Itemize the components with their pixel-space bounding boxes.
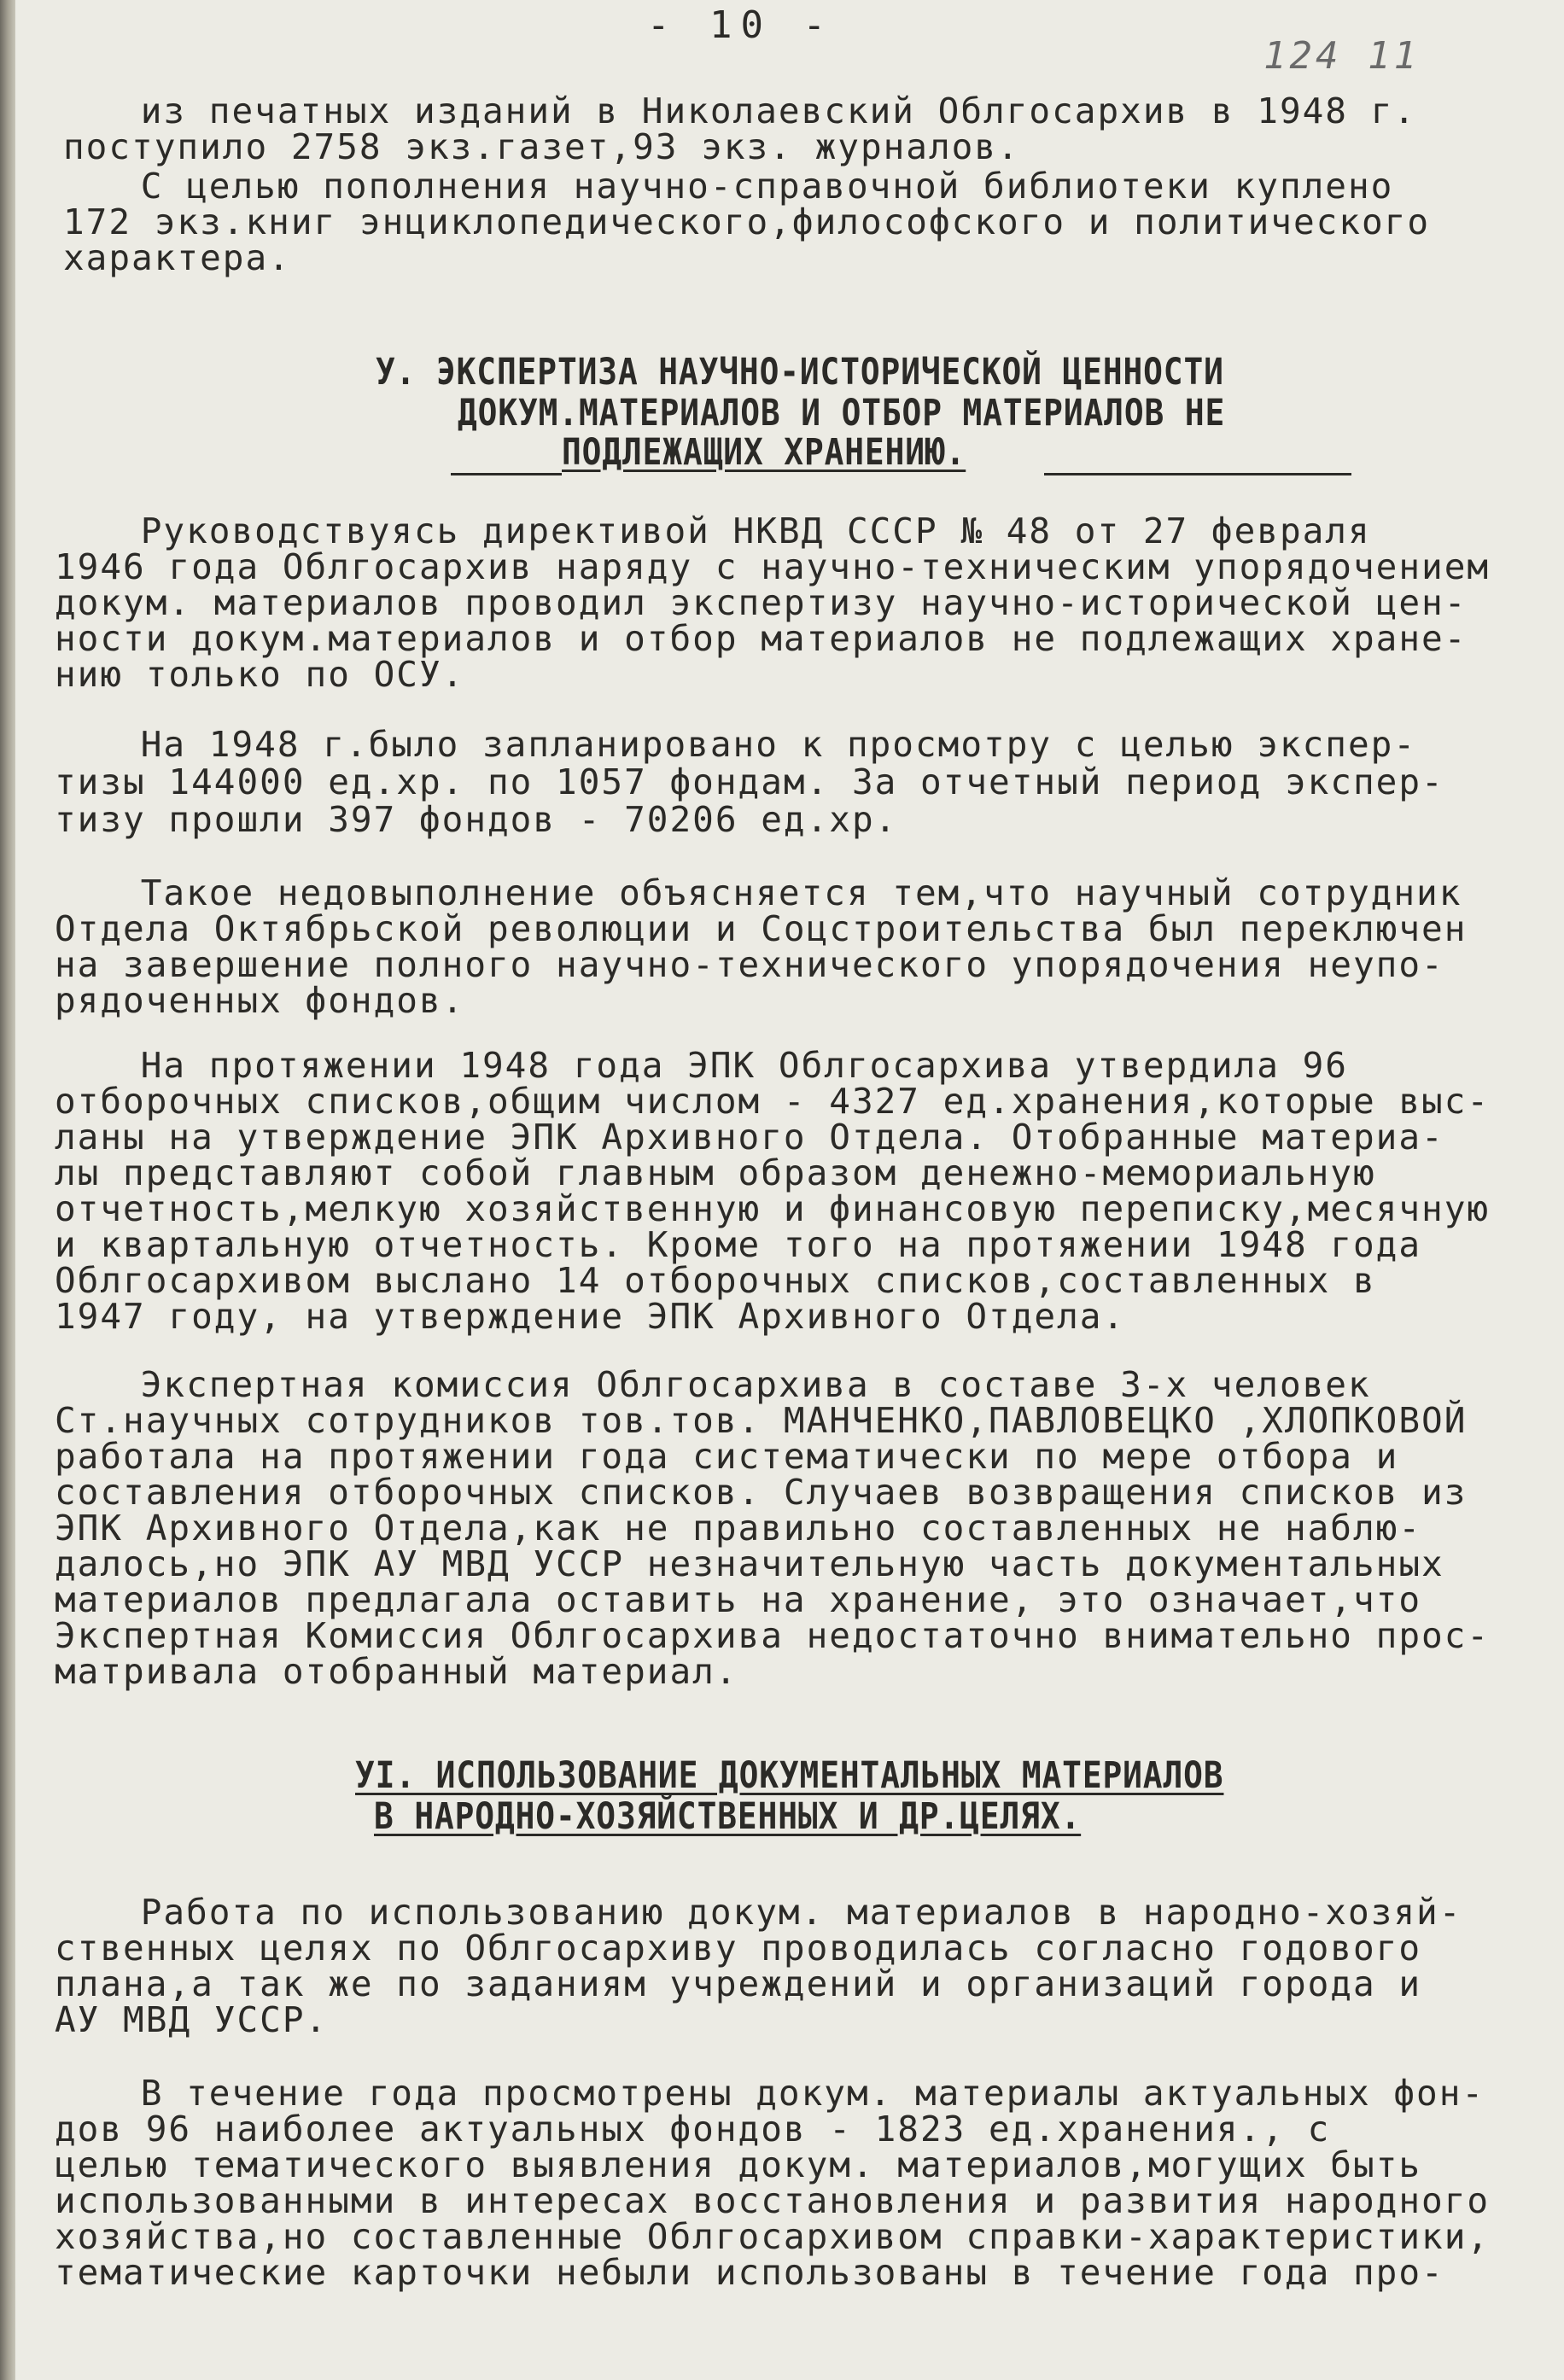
text-line: и квартальную отчетность. Кроме того на протяжении 1948 года: [55, 1224, 1422, 1265]
heading-underline: [1044, 473, 1351, 475]
text-line: из печатных изданий в Николаевский Облгосархив в 1948 г.: [50, 90, 1417, 131]
text-line: докум. материалов проводил экспертизу научно-исторической цен-: [55, 582, 1468, 623]
text-line: Облгосархивом выслано 14 отборочных списков,составленных в: [55, 1260, 1376, 1301]
text-line: Экспертная Комиссия Облгосархива недостаточно внимательно прос-: [55, 1615, 1491, 1656]
text-line: материалов предлагала оставить на хранение, это означает,что: [55, 1579, 1422, 1620]
text-line: АУ МВД УССР.: [55, 1999, 329, 2040]
heading-line: ПОДЛЕЖАЩИХ ХРАНЕНИЮ.: [562, 431, 966, 474]
text-line: на завершение полного научно-технического упорядочения неупо-: [55, 944, 1444, 985]
heading-line: ДОКУМ.МАТЕРИАЛОВ И ОТБОР МАТЕРИАЛОВ НЕ: [458, 392, 1226, 435]
text-line: отборочных списков,общим числом - 4327 ед.хранения,которые выс-: [55, 1081, 1491, 1122]
text-line: Ст.научных сотрудников тов.тов. МАНЧЕНКО,ПАВЛОВЕЦКО ,ХЛОПКОВОЙ: [55, 1400, 1468, 1441]
text-line: ЭПК Архивного Отдела,как не правильно составленных не наблю-: [55, 1508, 1422, 1549]
text-line: работала на протяжении года систематически по мере отбора и: [55, 1436, 1399, 1477]
text-line: отчетность,мелкую хозяйственную и финансовую переписку,месячную: [55, 1188, 1491, 1229]
text-line: дов 96 наиболее актуальных фондов - 1823 ед.хранения., с: [55, 2109, 1331, 2150]
text-line: С целью пополнения научно-справочной библиотеки куплено: [50, 166, 1394, 207]
text-line: использованными в интересах восстановления и развития народного: [55, 2180, 1491, 2221]
text-line: Работа по использованию докум. материалов в народно-хозяй-: [50, 1892, 1462, 1933]
text-line: тизы 144000 ед.хр. по 1057 фондам. За отчетный период экспер-: [55, 761, 1444, 802]
text-line: ственных целях по Облгосархиву проводилась согласно годового: [55, 1928, 1422, 1969]
text-line: На протяжении 1948 года ЭПК Облгосархива утвердила 96: [50, 1045, 1348, 1086]
text-line: тизу прошли 397 фондов - 70206 ед.хр.: [55, 799, 898, 840]
text-line: целью тематического выявления докум. материалов,могущих быть: [55, 2144, 1422, 2185]
page-number: - 10 -: [647, 3, 834, 47]
heading-underline: [451, 473, 562, 475]
text-line: поступило 2758 экз.газет,93 экз. журналов.: [63, 126, 1020, 167]
text-line: составления отборочных списков. Случаев возвращения списков из: [55, 1472, 1468, 1513]
text-line: Такое недовыполнение объясняется тем,что научный сотрудник: [50, 872, 1462, 913]
heading-line: У. ЭКСПЕРТИЗА НАУЧНО-ИСТОРИЧЕСКОЙ ЦЕННОСТИ: [376, 351, 1224, 394]
text-line: лы представляют собой главным образом денежно-мемориальную: [55, 1152, 1376, 1193]
text-line: матривала отобранный материал.: [55, 1651, 738, 1692]
text-line: характера.: [63, 237, 291, 278]
heading-line: УI. ИСПОЛЬЗОВАНИЕ ДОКУМЕНТАЛЬНЫХ МАТЕРИАЛОВ: [355, 1754, 1224, 1797]
text-line: далось,но ЭПК АУ МВД УССР незначительную часть документальных: [55, 1543, 1444, 1584]
text-line: 1947 году, на утверждение ЭПК Архивного Отдела.: [55, 1296, 1126, 1337]
text-line: тематические карточки небыли использованы в течение года про-: [55, 2252, 1444, 2293]
text-line: ности докум.материалов и отбор материалов не подлежащих хране-: [55, 618, 1468, 659]
text-line: плана,а так же по заданиям учреждений и организаций города и: [55, 1963, 1422, 2004]
document-page: [15, 0, 1564, 2380]
text-line: ланы на утверждение ЭПК Архивного Отдела. Отобранные материа-: [55, 1117, 1444, 1158]
text-line: В течение года просмотрены докум. материалы актуальных фон-: [50, 2073, 1485, 2114]
text-line: 172 экз.книг энциклопедического,философского и политического: [63, 201, 1431, 242]
text-line: рядоченных фондов.: [55, 980, 465, 1021]
text-line: Отдела Октябрьской революции и Соцстроительства был переключен: [55, 908, 1468, 949]
text-line: Руководствуясь директивой НКВД СССР № 48 от 27 февраля: [50, 510, 1371, 551]
text-line: нию только по ОСУ.: [55, 654, 465, 695]
text-line: хозяйства,но составленные Облгосархивом справки-характеристики,: [55, 2216, 1491, 2257]
text-line: На 1948 г.было запланировано к просмотру с целью экспер-: [50, 724, 1417, 765]
text-line: 1946 года Облгосархив наряду с научно-техническим упорядочением: [55, 546, 1491, 587]
handwritten-note: 124 11: [1263, 34, 1420, 78]
heading-line: В НАРОДНО-ХОЗЯЙСТВЕННЫХ И ДР.ЦЕЛЯХ.: [374, 1795, 1082, 1838]
text-line: Экспертная комиссия Облгосархива в составе 3-х человек: [50, 1364, 1371, 1405]
